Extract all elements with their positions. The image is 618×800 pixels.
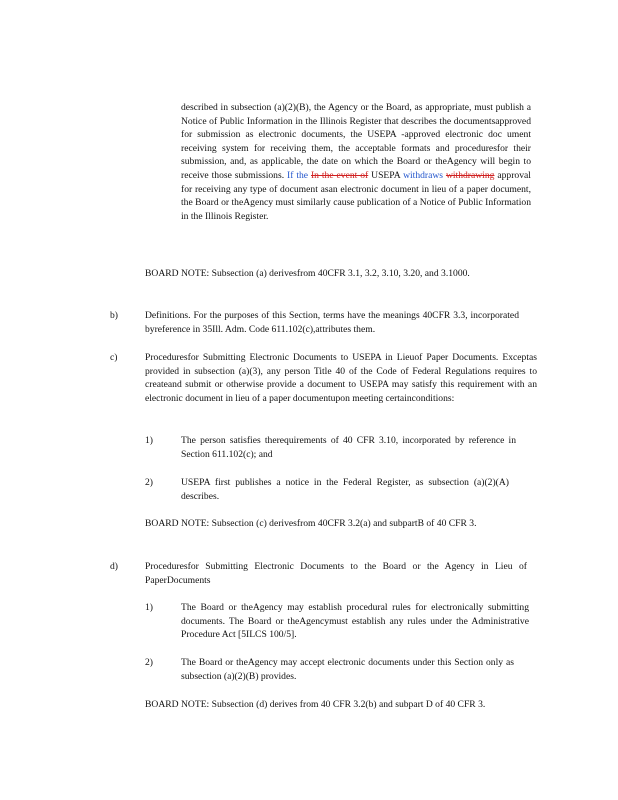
- section-c-text: [145, 351, 537, 405]
- item-d1-text: The Board or theAgency may establish procedural rules for electronically submitting documents. The Board or theAgencymust establish any rules under the Administrative Procedure Act [5ILCS 100/5].: [181, 602, 529, 641]
- section-d-text: [145, 560, 527, 587]
- section-b-label: b): [110, 310, 118, 321]
- item-d2-text: The Board or theAgency may accept electronic documents under this Section only as subsection (a)(2)(B) provides.: [181, 657, 514, 682]
- board-note-text: BOARD NOTE: Subsection (c) derivesfrom 40CFR 3.2(a) and subpartB of 40 CFR 3.: [145, 518, 477, 529]
- board-note-c: [145, 517, 529, 531]
- item-c1: [181, 434, 516, 461]
- item-c1-label: 1): [145, 435, 153, 446]
- section-d-label: d): [110, 561, 118, 572]
- paragraph-text: approval for receiving any type of document asan electronic document in lieu of a paper document, the Board or theAgency must similarly cause publication of a Notice of Public Information in the Illinois Register.: [181, 169, 531, 222]
- inserted-text: If the: [287, 169, 309, 181]
- section-c-label: c): [110, 352, 118, 363]
- section-b-paragraph: Definitions. For the purposes of this Section, terms have the meanings 40CFR 3.3, incorporated byreference in 35Ill. Adm. Code 611.102(c),attributes them.: [145, 310, 519, 335]
- board-note-a: [145, 267, 519, 281]
- board-note-d: [145, 698, 539, 712]
- item-d1: [181, 601, 529, 642]
- board-note-text: BOARD NOTE: Subsection (d) derives from 40 CFR 3.2(b) and subpart D of 40 CFR 3.: [145, 699, 486, 710]
- deleted-text: In the event of: [310, 169, 369, 181]
- item-c1-text: The person satisfies therequirements of 40 CFR 3.10, incorporated by reference in Section 611.102(c); and: [181, 435, 516, 460]
- deleted-text: withdrawing: [445, 169, 495, 181]
- section-d-paragraph: Proceduresfor Submitting Electronic Documents to the Board or the Agency in Lieu of PaperDocuments: [145, 561, 527, 586]
- item-d1-label: 1): [145, 602, 153, 613]
- paragraph-text: USEPA: [371, 169, 401, 181]
- section-c-paragraph: Proceduresfor Submitting Electronic Documents to USEPA in Lieuof Paper Documents. Exceptas provided in subsection (a)(3), any person Title 40 of the Code of Federal Regulations requires to createand submit or otherwise provide a document to USEPA may satisfy this requirement with an electronic document in lieu of a paper documentupon meeting certainconditions:: [145, 352, 537, 404]
- section-b-text: [145, 309, 519, 336]
- item-d2: [181, 656, 514, 683]
- inserted-text: withdraws: [403, 169, 444, 181]
- item-c2-label: 2): [145, 477, 153, 488]
- item-c2-text: USEPA first publishes a notice in the Federal Register, as subsection (a)(2)(A) describes.: [181, 477, 509, 502]
- item-c2: [181, 476, 509, 503]
- paragraph-a2b-continuation: [181, 101, 531, 223]
- board-note-text: BOARD NOTE: Subsection (a) derivesfrom 40CFR 3.1, 3.2, 3.10, 3.20, and 3.1000.: [145, 268, 470, 279]
- paragraph-text: described in subsection (a)(2)(B), the Agency or the Board, as appropriate, must publish a Notice of Public Information in the Illinois Register that describes the documentsapproved for submission as electronic documents, the USEPA -approved electronic doc ument receiving system for receiving them, the acceptable formats and proceduresfor their submission, and, as applicable, the date on which the Board or theAgency will begin to receive those submissions.: [181, 102, 531, 181]
- item-d2-label: 2): [145, 657, 153, 668]
